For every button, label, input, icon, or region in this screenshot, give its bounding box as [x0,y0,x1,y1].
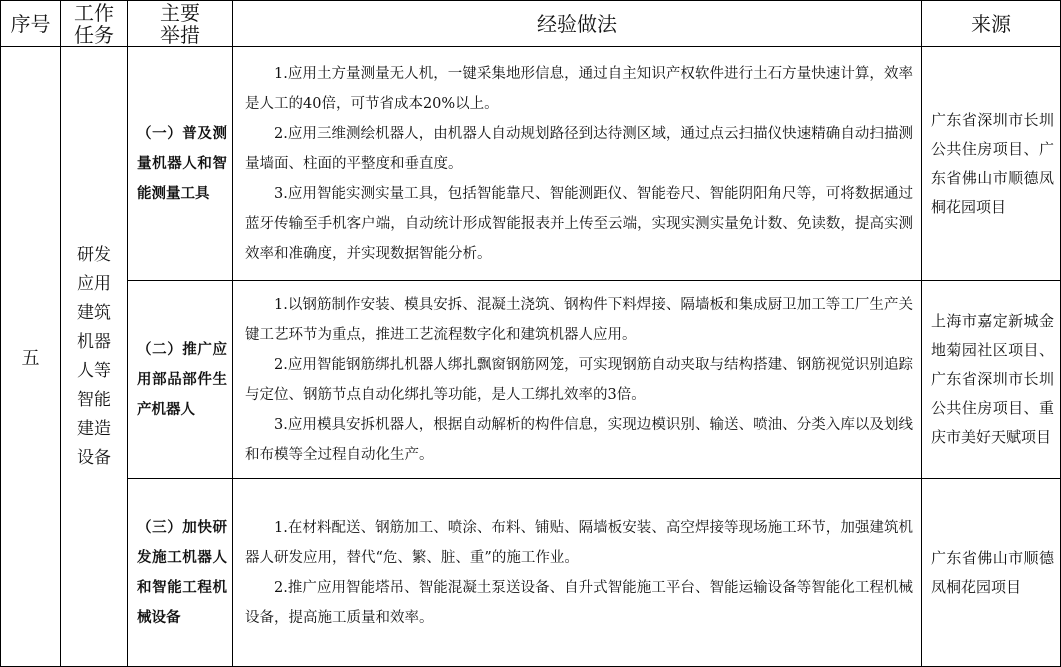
method-2-item-3: 3.应用模具安拆机器人，根据自动解析的构件信息，实现边模识别、输送、喷油、分类入库以及划线和布模等全过程自动化生产。 [245,416,913,463]
source-2 [921,280,1061,479]
source-3-text: 广东省佛山市顺德凤桐花园项目 [931,548,1054,596]
header-index [0,0,61,47]
method-3-item-1: 1.在材料配送、钢筋加工、喷涂、布料、铺贴、隔墙板安装、高空焊接等现场施工环节，加强建筑机器人研发应用，替代“危、繁、脏、重”的施工作业。 [245,519,913,566]
header-method-label: 经验做法 [537,11,617,36]
method-3-item-2: 2.推广应用智能塔吊、智能混凝土泵送设备、自升式智能施工平台、智能运输设备等智能化工程机械设备，提高施工质量和效率。 [245,579,913,626]
header-task-label: 工作任务 [74,0,114,47]
method-2-item-1: 1.以钢筋制作安装、模具安拆、混凝土浇筑、钢构件下料焊接、隔墙板和集成厨卫加工等工厂生产关键工艺环节为重点，推进工艺流程数字化和建筑机器人应用。 [245,296,913,343]
method-1-item-1: 1.应用土方量测量无人机，一键采集地形信息，通过自主知识产权软件进行土石方量快速计算，效率是人工的40倍，可节省成本20%以上。 [245,65,913,112]
method-1-item-3: 3.应用智能实测实量工具，包括智能靠尺、智能测距仪、智能卷尺、智能阴阳角尺等，可将数据通过蓝牙传输至手机客户端，自动统计形成智能报表并上传至云端，实现实测实量免计数、免读数，提高实测效率和准确度，并实现数据智能分析。 [245,185,913,262]
measure-3 [127,478,233,667]
method-3 [232,478,922,667]
header-source-label: 来源 [971,11,1011,36]
source-2-text: 上海市嘉定新城金地菊园社区项目、广东省深圳市长圳公共住房项目、重庆市美好天赋项目 [931,312,1054,446]
method-2-text [245,290,913,470]
source-3 [921,478,1061,667]
method-1 [232,46,922,281]
row-task-label: 研发应用建筑机器人等智能建造设备 [77,244,111,468]
row-task [60,46,128,667]
measure-3-title: （三）加快研发施工机器人和智能工程机械设备 [137,518,227,626]
header-task [60,0,128,47]
source-1-text: 广东省深圳市长圳公共住房项目、广东省佛山市顺德凤桐花园项目 [931,110,1054,216]
header-measure-label: 主要举措 [160,0,200,47]
header-method [232,0,922,47]
method-1-text [245,59,913,269]
row-index-label: 五 [21,347,40,369]
row-index [0,46,61,667]
method-3-text [245,513,913,633]
header-source [921,0,1061,47]
measure-1-title: （一）普及测量机器人和智能测量工具 [137,124,227,202]
header-measure [127,0,233,47]
measure-2-title: （二）推广应用部品部件生产机器人 [137,340,227,418]
header-index-label: 序号 [10,11,51,36]
method-2-item-2: 2.应用智能钢筋绑扎机器人绑扎飘窗钢筋网笼，可实现钢筋自动夹取与结构搭建、钢筋视觉识别追踪与定位、钢筋节点自动化绑扎等功能，是人工绑扎效率的3倍。 [245,356,913,403]
source-1 [921,46,1061,281]
measure-2 [127,280,233,479]
method-2 [232,280,922,479]
measure-1 [127,46,233,281]
method-1-item-2: 2.应用三维测绘机器人，由机器人自动规划路径到达待测区域，通过点云扫描仪快速精确自动扫描测量墙面、柱面的平整度和垂直度。 [245,125,913,172]
